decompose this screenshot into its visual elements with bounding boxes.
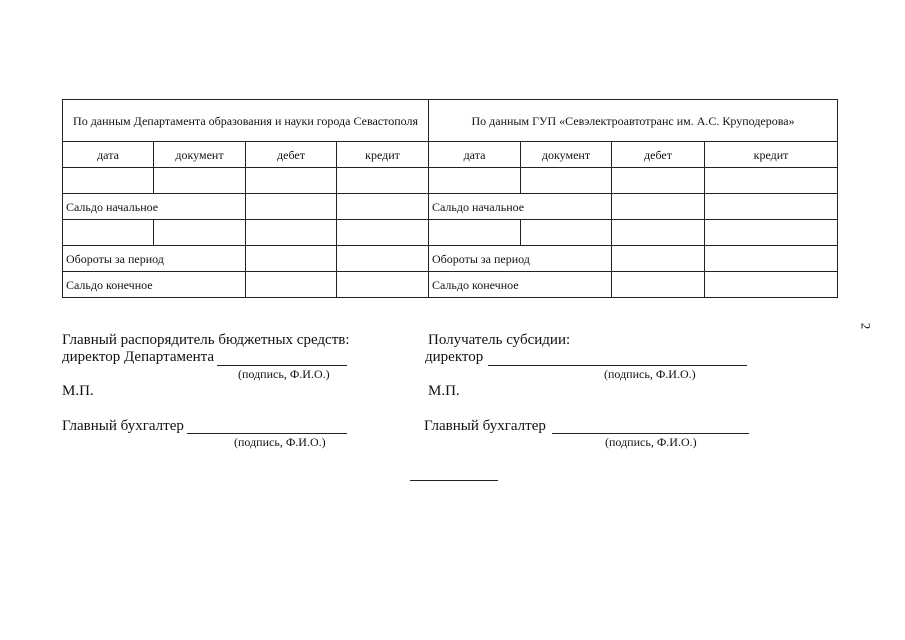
empty-cell [154, 220, 246, 246]
col-document-left: документ [154, 142, 246, 168]
right-director-label: директор [425, 349, 484, 365]
empty-cell [246, 246, 337, 272]
left-accountant-sign-hint: (подпись, Ф.И.О.) [234, 435, 326, 449]
closing-balance-label-right: Сальдо конечное [429, 272, 612, 298]
end-of-document-rule [410, 480, 498, 481]
right-director-sign-hint: (подпись, Ф.И.О.) [604, 367, 696, 381]
right-director-signature-line [488, 365, 747, 366]
empty-cell [612, 246, 705, 272]
right-accountant-signature-line [552, 433, 749, 434]
col-date-right: дата [429, 142, 521, 168]
reconciliation-table [62, 99, 838, 298]
table-row [63, 220, 838, 246]
empty-cell [612, 168, 705, 194]
left-director-label: директор Департамента [62, 349, 215, 365]
col-debit-left: дебет [246, 142, 337, 168]
turnover-label-right: Обороты за период [429, 246, 612, 272]
left-stamp-label: М.П. [62, 383, 94, 399]
right-party-header: По данным ГУП «Севэлектроавтотранс им. А.С. Круподерова» [429, 100, 838, 142]
col-credit-left: кредит [337, 142, 429, 168]
empty-cell [705, 246, 838, 272]
empty-cell [63, 220, 154, 246]
left-party-header: По данным Департамента образования и науки города Севастополя [63, 100, 429, 142]
left-role-title: Главный распорядитель бюджетных средств: [62, 332, 350, 348]
empty-cell [521, 220, 612, 246]
empty-cell [246, 194, 337, 220]
turnover-label-left: Обороты за период [63, 246, 246, 272]
col-credit-right: кредит [705, 142, 838, 168]
page-number: 2 [858, 322, 874, 330]
empty-cell [154, 168, 246, 194]
table-row [63, 194, 838, 220]
col-document-right: документ [521, 142, 612, 168]
empty-cell [337, 220, 429, 246]
col-date-left: дата [63, 142, 154, 168]
right-accountant-sign-hint: (подпись, Ф.И.О.) [605, 435, 697, 449]
table-row [63, 246, 838, 272]
col-debit-right: дебет [612, 142, 705, 168]
empty-cell [337, 194, 429, 220]
empty-cell [612, 220, 705, 246]
empty-cell [429, 168, 521, 194]
left-accountant-label: Главный бухгалтер [62, 418, 184, 434]
empty-cell [337, 246, 429, 272]
empty-cell [337, 272, 429, 298]
closing-balance-label-left: Сальдо конечное [63, 272, 246, 298]
right-stamp-label: М.П. [428, 383, 460, 399]
empty-cell [612, 194, 705, 220]
empty-cell [63, 168, 154, 194]
empty-cell [246, 272, 337, 298]
table-row [63, 168, 838, 194]
left-director-signature-line [217, 365, 347, 366]
empty-cell [612, 272, 705, 298]
left-director-sign-hint: (подпись, Ф.И.О.) [238, 367, 330, 381]
empty-cell [705, 194, 838, 220]
empty-cell [337, 168, 429, 194]
left-accountant-signature-line [187, 433, 347, 434]
right-role-title: Получатель субсидии: [428, 332, 571, 348]
opening-balance-label-left: Сальдо начальное [63, 194, 246, 220]
empty-cell [246, 168, 337, 194]
empty-cell [246, 220, 337, 246]
empty-cell [705, 220, 838, 246]
right-accountant-label: Главный бухгалтер [424, 418, 546, 434]
empty-cell [705, 168, 838, 194]
opening-balance-label-right: Сальдо начальное [429, 194, 612, 220]
empty-cell [429, 220, 521, 246]
table-row [63, 272, 838, 298]
empty-cell [521, 168, 612, 194]
empty-cell [705, 272, 838, 298]
